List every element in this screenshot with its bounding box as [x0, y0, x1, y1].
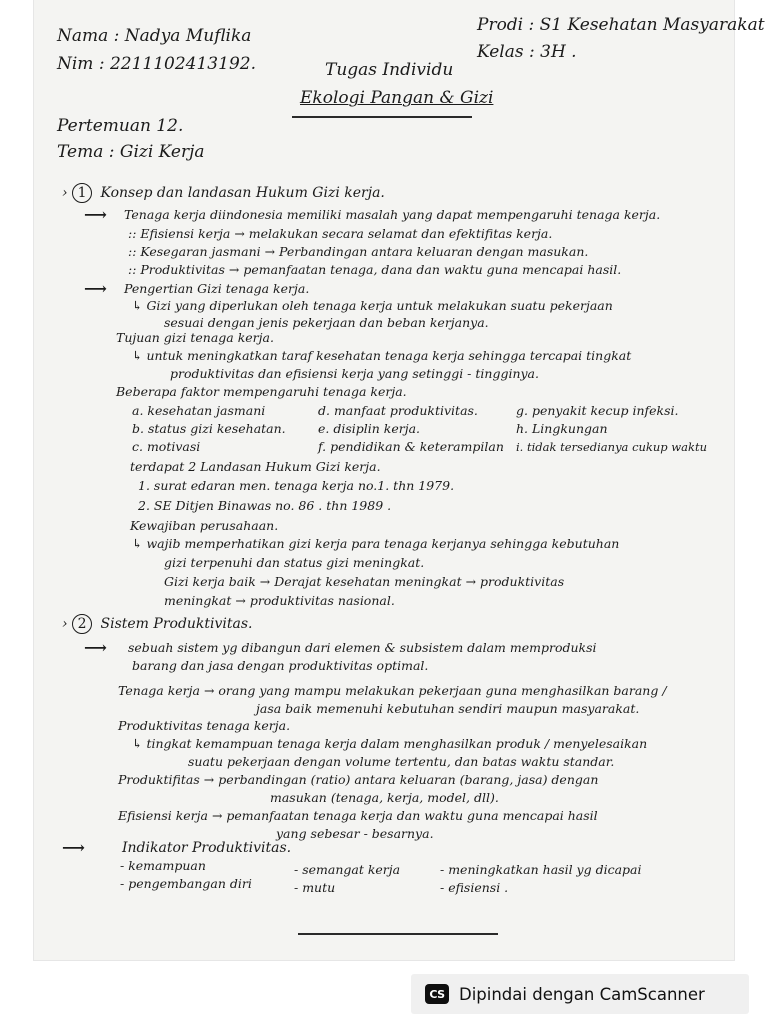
section-1-title: Konsep dan landasan Hukum Gizi kerja.	[100, 185, 385, 201]
indikator-item: - pengembangan diri	[120, 876, 252, 891]
faktor-item: d. manfaat produktivitas.	[318, 403, 478, 418]
line: gizi terpenuhi dan status gizi meningkat.	[164, 555, 425, 570]
assignment-title: Tugas Individu	[325, 60, 454, 80]
section-1-heading: › 1 Konsep dan landasan Hukum Gizi kerja.	[62, 185, 385, 201]
student-name: Nama : Nadya Muflika	[57, 26, 252, 46]
line: Produktivitas tenaga kerja.	[118, 718, 291, 733]
camscanner-badge	[411, 974, 749, 1014]
line: Beberapa faktor mempengaruhi tenaga kerja.	[116, 384, 407, 399]
faktor-item: i. tidak tersedianya cukup waktu	[516, 440, 708, 454]
line: ↳ wajib memperhatikan gizi kerja para tenaga kerjanya sehingga kebutuhan	[132, 536, 620, 551]
line: Gizi kerja baik → Derajat kesehatan meningkat → produktivitas	[164, 574, 565, 589]
line: Efisiensi kerja → pemanfaatan tenaga kerja dan waktu guna mencapai hasil	[118, 808, 598, 823]
faktor-item: h. Lingkungan	[516, 421, 608, 436]
indikator-title: Indikator Produktivitas.	[122, 840, 292, 856]
camscanner-logo-icon: CS	[425, 984, 449, 1004]
landasan-item: 1. surat edaran men. tenaga kerja no.1. thn 1979.	[138, 478, 455, 493]
indikator-item: - semangat kerja	[294, 862, 401, 877]
indikator-item: - mutu	[294, 880, 336, 895]
camscanner-text: Dipindai dengan CamScanner	[459, 984, 705, 1004]
line: yang sebesar - besarnya.	[276, 826, 434, 841]
arrow-bullet: ⟶	[84, 638, 107, 657]
student-nim: Nim : 2211102413192.	[57, 54, 256, 74]
line: ↳ Gizi yang diperlukan oleh tenaga kerja untuk melakukan suatu pekerjaan	[132, 298, 613, 313]
line: masukan (tenaga, kerja, model, dll).	[270, 790, 499, 805]
line: :: Efisiensi kerja → melakukan secara selamat dan efektifitas kerja.	[128, 226, 553, 241]
line: suatu pekerjaan dengan volume tertentu, dan batas waktu standar.	[188, 754, 615, 769]
indikator-item: - meningkatkan hasil yg dicapai	[440, 862, 642, 877]
line: ↳ untuk meningkatkan taraf kesehatan tenaga kerja sehingga tercapai tingkat	[132, 348, 632, 363]
kewajiban-title: Kewajiban perusahaan.	[130, 518, 279, 533]
faktor-item: c. motivasi	[132, 439, 201, 454]
line: jasa baik memenuhi kebutuhan sendiri maupun masyarakat.	[256, 701, 640, 716]
landasan-title: terdapat 2 Landasan Hukum Gizi kerja.	[130, 459, 381, 474]
line: sebuah sistem yg dibangun dari elemen & subsistem dalam memproduksi	[128, 640, 597, 655]
line: barang dan jasa dengan produktivitas optimal.	[132, 658, 429, 673]
faktor-item: e. disiplin kerja.	[318, 421, 421, 436]
faktor-item: f. pendidikan & keterampilan	[318, 439, 504, 454]
study-program: Prodi : S1 Kesehatan Masyarakat	[477, 15, 765, 35]
meeting-number: Pertemuan 12.	[57, 116, 184, 136]
line: meningkat → produktivitas nasional.	[164, 593, 395, 608]
line: Pengertian Gizi tenaga kerja.	[124, 281, 310, 296]
section-2-heading: › 2 Sistem Produktivitas.	[62, 616, 253, 632]
title-underline	[292, 116, 472, 118]
line: sesuai dengan jenis pekerjaan dan beban kerjanya.	[164, 315, 489, 330]
section-2-title: Sistem Produktivitas.	[100, 616, 253, 632]
faktor-item: b. status gizi kesehatan.	[132, 421, 286, 436]
indikator-item: - efisiensi .	[440, 880, 509, 895]
landasan-item: 2. SE Ditjen Binawas no. 86 . thn 1989 .	[138, 498, 392, 513]
line: Tenaga kerja diindonesia memiliki masalah yang dapat mempengaruhi tenaga kerja.	[124, 207, 661, 222]
section-2-number: 2	[72, 614, 92, 634]
course-title: Ekologi Pangan & Gizi	[300, 88, 494, 108]
section-1-number: 1	[72, 183, 92, 203]
class: Kelas : 3H .	[477, 42, 577, 62]
faktor-item: g. penyakit kecup infeksi.	[516, 403, 679, 418]
arrow-bullet: ⟶	[84, 279, 107, 298]
line: Produktifitas → perbandingan (ratio) antara keluaran (barang, jasa) dengan	[118, 772, 599, 787]
line: Tujuan gizi tenaga kerja.	[116, 330, 274, 345]
arrow-bullet: ⟶	[84, 205, 107, 224]
line: :: Produktivitas → pemanfaatan tenaga, dana dan waktu guna mencapai hasil.	[128, 262, 622, 277]
line: :: Kesegaran jasmani → Perbandingan antara keluaran dengan masukan.	[128, 244, 589, 259]
line: ↳ tingkat kemampuan tenaga kerja dalam menghasilkan produk / menyelesaikan	[132, 736, 648, 751]
indikator-item: - kemampuan	[120, 858, 206, 873]
closing-line	[298, 933, 498, 935]
line: produktivitas dan efisiensi kerja yang setinggi - tingginya.	[170, 366, 539, 381]
faktor-item: a. kesehatan jasmani	[132, 403, 266, 418]
arrow-bullet: ⟶	[62, 838, 85, 857]
line: Tenaga kerja → orang yang mampu melakukan pekerjaan guna menghasilkan barang /	[118, 683, 667, 698]
topic: Tema : Gizi Kerja	[57, 142, 205, 162]
